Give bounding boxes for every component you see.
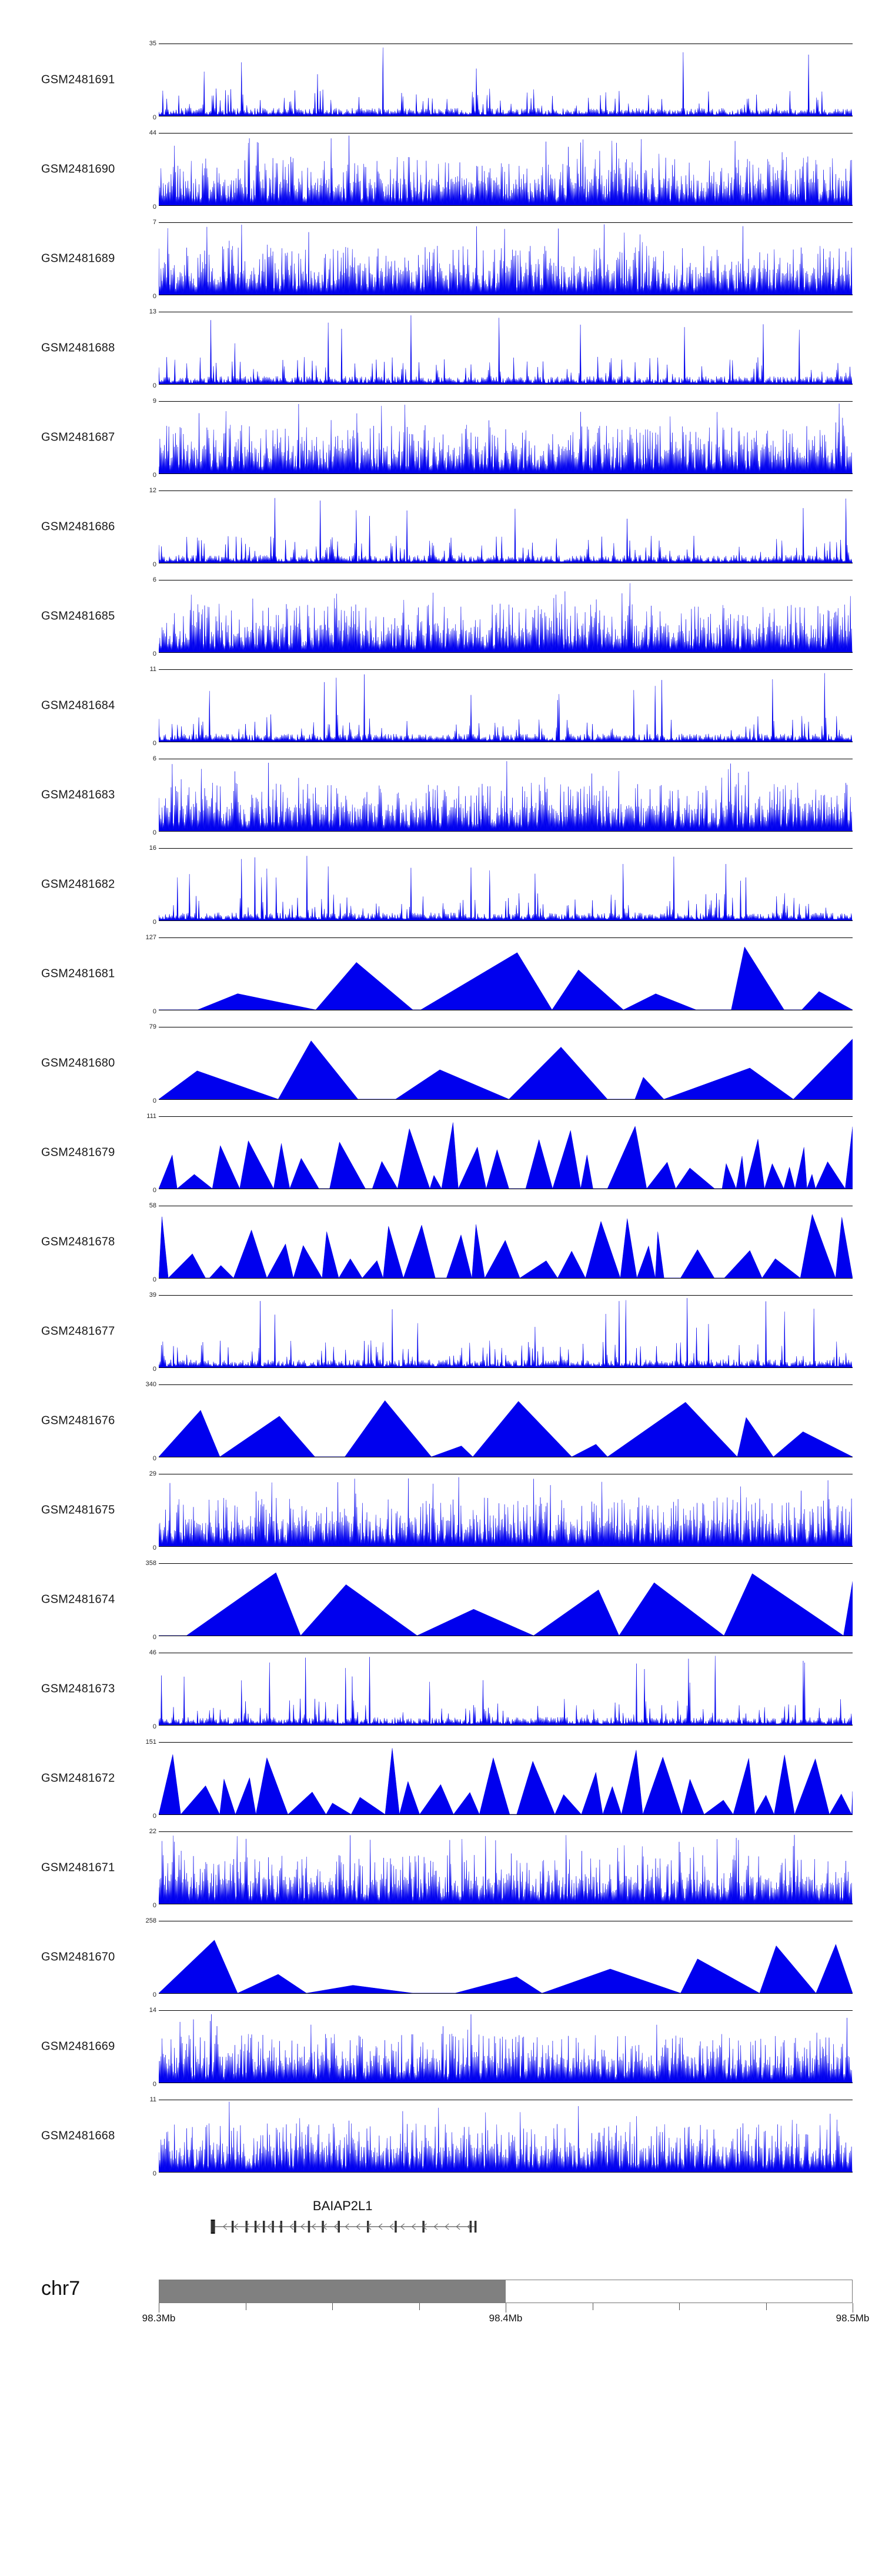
- coverage-track[interactable]: [0, 214, 882, 303]
- coverage-track[interactable]: [0, 1734, 882, 1823]
- track-ymax-label: 7: [152, 219, 156, 226]
- track-plot-area[interactable]: [159, 1384, 853, 1457]
- track-ymin-label: 0: [152, 919, 156, 926]
- track-plot-area[interactable]: [159, 1295, 853, 1368]
- coverage-track[interactable]: [0, 1644, 882, 1734]
- track-plot-area[interactable]: [159, 669, 853, 742]
- track-label: GSM2481685: [41, 609, 115, 623]
- track-plot-area[interactable]: [159, 401, 853, 474]
- track-plot-area[interactable]: [159, 1474, 853, 1547]
- axis-tick-label: 98.4Mb: [489, 2313, 523, 2324]
- track-plot-area[interactable]: [159, 1921, 853, 1994]
- coverage-track[interactable]: [0, 572, 882, 661]
- track-ymax-label: 14: [149, 2007, 156, 2014]
- track-plot-area[interactable]: [159, 1742, 853, 1815]
- coverage-track[interactable]: [0, 35, 882, 125]
- track-label: GSM2481674: [41, 1593, 115, 1606]
- axis-minor-tick: [766, 2303, 767, 2310]
- track-plot-area[interactable]: [159, 1653, 853, 1726]
- track-ymin-label: 0: [152, 2170, 156, 2177]
- axis-tick-label: 98.3Mb: [142, 2313, 176, 2324]
- track-ymin-label: 0: [152, 1634, 156, 1641]
- track-ymin-label: 0: [152, 293, 156, 300]
- track-ymax-label: 13: [149, 308, 156, 315]
- track-label: GSM2481691: [41, 73, 115, 86]
- coverage-track[interactable]: [0, 482, 882, 572]
- coverage-track[interactable]: [0, 125, 882, 214]
- track-ymax-label: 46: [149, 1649, 156, 1656]
- coverage-track[interactable]: [0, 1197, 882, 1287]
- track-label: GSM2481669: [41, 2040, 115, 2053]
- track-label: GSM2481670: [41, 1950, 115, 1964]
- track-ymax-label: 11: [149, 2096, 156, 2103]
- track-label: GSM2481683: [41, 788, 115, 802]
- track-label: GSM2481680: [41, 1056, 115, 1070]
- gene-annotation-panel: [159, 2198, 853, 2263]
- track-ymax-label: 151: [145, 1739, 156, 1746]
- track-plot-area[interactable]: [159, 222, 853, 295]
- track-label: GSM2481682: [41, 877, 115, 891]
- track-ymax-label: 16: [149, 845, 156, 852]
- track-plot-area[interactable]: [159, 2010, 853, 2083]
- track-ymin-label: 0: [152, 114, 156, 121]
- track-ymax-label: 127: [145, 934, 156, 941]
- track-ymin-label: 0: [152, 472, 156, 479]
- coverage-track[interactable]: [0, 393, 882, 482]
- track-plot-area[interactable]: [159, 759, 853, 832]
- track-plot-area[interactable]: [159, 1116, 853, 1189]
- track-label: GSM2481689: [41, 252, 115, 265]
- coverage-track[interactable]: [0, 1108, 882, 1197]
- track-ymin-label: 0: [152, 2081, 156, 2088]
- track-ymin-label: 0: [152, 203, 156, 211]
- track-ymax-label: 358: [145, 1560, 156, 1567]
- track-ymax-label: 9: [152, 398, 156, 405]
- track-plot-area[interactable]: [159, 312, 853, 385]
- track-label: GSM2481679: [41, 1146, 115, 1159]
- track-ymin-label: 0: [152, 1187, 156, 1194]
- coverage-track[interactable]: [0, 1555, 882, 1644]
- track-ymax-label: 39: [149, 1292, 156, 1299]
- track-ymin-label: 0: [152, 1008, 156, 1015]
- track-ymax-label: 6: [152, 755, 156, 762]
- chromosome-panel: [0, 2268, 882, 2338]
- coverage-track[interactable]: [0, 750, 882, 840]
- track-label: GSM2481684: [41, 699, 115, 712]
- track-ymax-label: 11: [149, 666, 156, 673]
- track-label: GSM2481686: [41, 520, 115, 533]
- track-label: GSM2481690: [41, 162, 115, 176]
- track-label: GSM2481675: [41, 1503, 115, 1517]
- track-ymin-label: 0: [152, 1991, 156, 1998]
- coverage-track[interactable]: [0, 303, 882, 393]
- gene-model-icon: [159, 2214, 853, 2255]
- coverage-track[interactable]: [0, 1376, 882, 1466]
- track-ymin-label: 0: [152, 1544, 156, 1551]
- coverage-track[interactable]: [0, 929, 882, 1019]
- track-label: GSM2481687: [41, 431, 115, 444]
- track-ymin-label: 0: [152, 382, 156, 389]
- track-plot-area[interactable]: [159, 848, 853, 921]
- track-plot-area[interactable]: [159, 2100, 853, 2173]
- axis-minor-tick: [332, 2303, 333, 2310]
- track-plot-area[interactable]: [159, 1831, 853, 1904]
- track-ymax-label: 6: [152, 576, 156, 583]
- genome-axis: [142, 2303, 870, 2333]
- axis-minor-tick: [419, 2303, 420, 2310]
- track-label: GSM2481673: [41, 1682, 115, 1696]
- coverage-track-list: [0, 35, 882, 2181]
- track-plot-area[interactable]: [159, 133, 853, 206]
- track-plot-area[interactable]: [159, 1206, 853, 1279]
- track-label: GSM2481678: [41, 1235, 115, 1249]
- track-plot-area[interactable]: [159, 490, 853, 563]
- track-ymin-label: 0: [152, 561, 156, 568]
- track-label: GSM2481668: [41, 2129, 115, 2143]
- track-ymax-label: 35: [149, 40, 156, 47]
- track-ymin-label: 0: [152, 1276, 156, 1283]
- chromosome-region-highlight: [159, 2280, 506, 2303]
- track-plot-area[interactable]: [159, 1563, 853, 1636]
- track-ymax-label: 22: [149, 1828, 156, 1835]
- track-ymin-label: 0: [152, 1723, 156, 1730]
- coverage-track[interactable]: [0, 840, 882, 929]
- coverage-track[interactable]: [0, 1913, 882, 2002]
- track-label: GSM2481688: [41, 341, 115, 355]
- coverage-track[interactable]: [0, 661, 882, 750]
- chromosome-label: chr7: [41, 2277, 81, 2300]
- track-ymin-label: 0: [152, 740, 156, 747]
- axis-tick-label: 98.5Mb: [836, 2313, 870, 2324]
- track-ymin-label: 0: [152, 1902, 156, 1909]
- track-ymax-label: 340: [145, 1381, 156, 1388]
- coverage-track[interactable]: [0, 1823, 882, 1913]
- track-ymax-label: 12: [149, 487, 156, 494]
- track-label: GSM2481677: [41, 1324, 115, 1338]
- track-ymin-label: 0: [152, 1097, 156, 1105]
- coverage-track[interactable]: [0, 1019, 882, 1108]
- track-plot-area[interactable]: [159, 44, 853, 116]
- track-ymin-label: 0: [152, 1813, 156, 1820]
- axis-minor-tick: [679, 2303, 680, 2310]
- track-plot-area[interactable]: [159, 937, 853, 1010]
- coverage-track[interactable]: [0, 1287, 882, 1376]
- track-label: GSM2481681: [41, 967, 115, 980]
- chromosome-bar[interactable]: [159, 2280, 853, 2303]
- gene-label: BAIAP2L1: [312, 2198, 373, 2213]
- track-plot-area[interactable]: [159, 580, 853, 653]
- track-plot-area[interactable]: [159, 1027, 853, 1100]
- track-ymin-label: 0: [152, 1366, 156, 1373]
- track-ymax-label: 111: [146, 1113, 156, 1120]
- coverage-track[interactable]: [0, 1466, 882, 1555]
- track-ymax-label: 58: [149, 1202, 156, 1209]
- track-ymin-label: 0: [152, 1455, 156, 1462]
- track-label: GSM2481671: [41, 1861, 115, 1874]
- track-ymin-label: 0: [152, 829, 156, 836]
- coverage-track[interactable]: [0, 2002, 882, 2091]
- coverage-track[interactable]: [0, 2091, 882, 2181]
- track-ymin-label: 0: [152, 650, 156, 658]
- track-label: GSM2481676: [41, 1414, 115, 1427]
- track-ymax-label: 44: [149, 129, 156, 136]
- track-ymax-label: 79: [149, 1023, 156, 1030]
- track-label: GSM2481672: [41, 1771, 115, 1785]
- track-ymax-label: 29: [149, 1470, 156, 1477]
- track-ymax-label: 258: [145, 1917, 156, 1924]
